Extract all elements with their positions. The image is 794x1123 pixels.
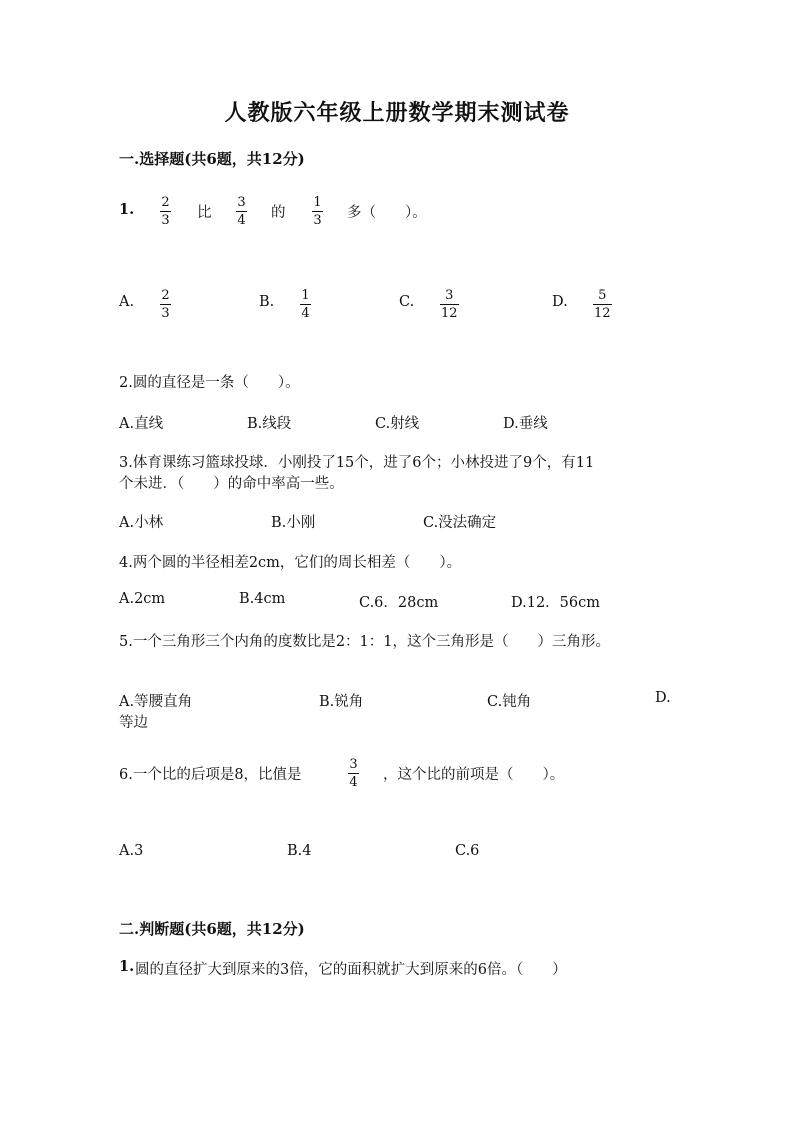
q2-option-a: A.直线 xyxy=(119,416,164,432)
q3-option-a: A.小林 xyxy=(119,515,164,531)
q6-option-a: A.3 xyxy=(119,843,144,859)
fraction-numerator: 5 xyxy=(598,288,607,303)
q5-option-a: A.等腰直角 xyxy=(119,694,193,710)
fraction-denominator: 4 xyxy=(301,306,310,321)
q1-option-b-fraction xyxy=(300,288,311,321)
q5-option-b: B.锐角 xyxy=(319,694,364,710)
fraction-denominator: 12 xyxy=(441,306,458,321)
q1-option-d-fraction xyxy=(593,288,612,321)
fraction-denominator: 3 xyxy=(161,213,170,228)
q5-option-c: C.钝角 xyxy=(487,694,532,710)
q5-option-d: D. xyxy=(655,690,671,706)
q2-option-c: C.射线 xyxy=(375,416,420,432)
question-3-text-line-2: 个未进．（ ）的命中率高一些。 xyxy=(119,476,344,492)
fraction-bar xyxy=(300,304,311,305)
question-3-text-line-1: 3.体育课练习篮球投球．小刚投了15个，进了6个；小林投进了9个，有11 xyxy=(119,455,595,471)
q2-option-b: B.线段 xyxy=(247,416,292,432)
question-6-fraction xyxy=(348,757,359,790)
fraction-denominator: 4 xyxy=(237,213,246,228)
question-5-text: 5.一个三角形三个内角的度数比是2：1：1，这个三角形是（ ）三角形。 xyxy=(119,634,611,650)
fraction-bar xyxy=(348,773,359,774)
fraction-denominator: 12 xyxy=(594,306,611,321)
judgement-1-number: 1. xyxy=(119,958,135,975)
question-4-text: 4.两个圆的半径相差2cm，它们的周长相差（ ）。 xyxy=(119,555,462,571)
q4-option-b: B.4cm xyxy=(239,591,286,607)
question-1-fraction-a xyxy=(160,195,171,228)
q6-option-b: B.4 xyxy=(287,843,312,859)
fraction-numerator: 1 xyxy=(313,195,322,210)
question-1-word-bi: 比 xyxy=(197,205,212,221)
q1-option-b-label: B. xyxy=(259,294,275,310)
q3-option-b: B.小刚 xyxy=(271,515,316,531)
q6-option-c: C.6 xyxy=(455,843,480,859)
q5-option-d-text: 等边 xyxy=(119,715,148,731)
q1-option-d-label: D. xyxy=(552,294,568,310)
q1-option-a-label: A. xyxy=(119,294,135,310)
fraction-numerator: 2 xyxy=(161,195,170,210)
q3-option-c: C.没法确定 xyxy=(423,515,497,531)
section-heading-judgement: 二.判断题(共6题，共12分) xyxy=(119,920,305,938)
page-title: 人教版六年级上册数学期末测试卷 xyxy=(224,100,570,126)
fraction-denominator: 3 xyxy=(313,213,322,228)
fraction-numerator: 3 xyxy=(349,757,358,772)
fraction-bar xyxy=(312,211,323,212)
fraction-numerator: 2 xyxy=(161,288,170,303)
question-1-word-de: 的 xyxy=(271,205,286,221)
fraction-numerator: 3 xyxy=(237,195,246,210)
fraction-denominator: 3 xyxy=(161,306,170,321)
fraction-bar xyxy=(593,304,612,305)
fraction-numerator: 1 xyxy=(301,288,310,303)
judgement-1-text: 圆的直径扩大到原来的3倍，它的面积就扩大到原来的6倍。（ ） xyxy=(135,962,567,978)
fraction-bar xyxy=(160,304,171,305)
q4-option-d: D.12．56cm xyxy=(511,595,600,611)
question-1-number: 1. xyxy=(119,201,135,218)
question-6-text-after: ，这个比的前项是（ ）。 xyxy=(383,767,565,783)
section-heading-choice: 一.选择题(共6题，共12分) xyxy=(119,150,305,168)
q1-option-c-fraction xyxy=(440,288,459,321)
question-1-tail: 多（ ）。 xyxy=(347,205,427,221)
q4-option-c: C.6．28cm xyxy=(359,595,439,611)
fraction-bar xyxy=(160,211,171,212)
q4-option-a: A.2cm xyxy=(119,591,166,607)
q2-option-d: D.垂线 xyxy=(503,416,548,432)
fraction-bar xyxy=(440,304,459,305)
question-6-text-before: 6.一个比的后项是8，比值是 xyxy=(119,767,302,783)
q1-option-c-label: C. xyxy=(399,294,415,310)
question-2-text: 2.圆的直径是一条（ ）。 xyxy=(119,375,300,391)
q1-option-a-fraction xyxy=(160,288,171,321)
question-1-fraction-b xyxy=(236,195,247,228)
fraction-numerator: 3 xyxy=(445,288,454,303)
question-1-fraction-c xyxy=(312,195,323,228)
fraction-denominator: 4 xyxy=(349,775,358,790)
fraction-bar xyxy=(236,211,247,212)
